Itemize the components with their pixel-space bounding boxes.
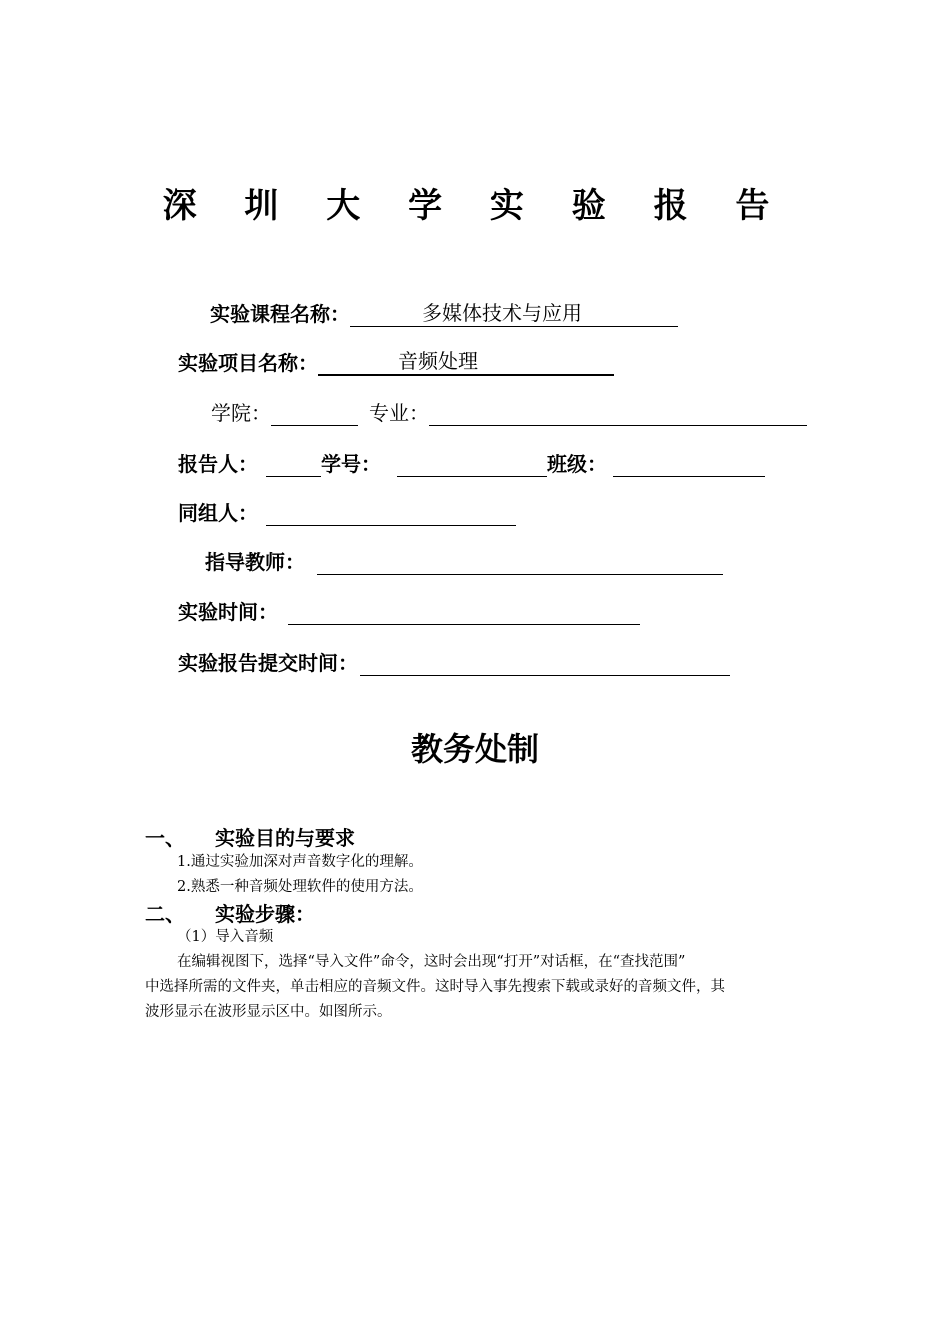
student-id-blank [397, 450, 547, 477]
submit-time-row [178, 647, 730, 676]
project-name-value: 音频处理 [398, 349, 478, 373]
paragraph-line-1: 在编辑视图下，选择“导入文件”命令，这时会出现“打开”对话框，在“查找范围” [177, 954, 686, 970]
section-2-number: 二、 [145, 902, 185, 926]
paragraph-line-3: 波形显示在波形显示区中。如图所示。 [145, 1004, 392, 1020]
reporter-label: 报告人： [178, 452, 258, 476]
section-1-heading [145, 822, 355, 851]
major-label: 专业： [368, 401, 429, 425]
report-title: 深 圳 大 学 实 验 报 告 [162, 186, 788, 226]
reporter-blank [266, 450, 321, 477]
section-1-number: 一、 [145, 826, 185, 850]
section-2-step: （1）导入音频 [177, 929, 274, 945]
teacher-row [205, 546, 723, 575]
submit-time-label: 实验报告提交时间： [178, 651, 358, 675]
college-blank [271, 399, 358, 426]
time-row [178, 596, 640, 625]
teacher-blank [317, 548, 723, 575]
student-id-label: 学号： [321, 452, 381, 476]
paragraph-line-2: 中选择所需的文件夹，单击相应的音频文件。这时导入事先搜索下载或录好的音频文件，其 [145, 979, 725, 995]
project-name-label: 实验项目名称： [178, 351, 318, 375]
teacher-label: 指导教师： [205, 550, 305, 574]
project-name-row [178, 347, 614, 376]
course-name-blank [350, 300, 678, 327]
reporter-row [178, 448, 765, 477]
section-1-item-1: 1.通过实验加深对声音数字化的理解。 [177, 854, 423, 870]
group-blank [266, 499, 516, 526]
college-label: 学院： [211, 401, 271, 425]
college-major-row [211, 397, 807, 426]
course-name-row [210, 298, 678, 327]
group-row [178, 497, 516, 526]
major-blank [429, 399, 807, 426]
section-2-heading [145, 898, 315, 927]
time-label: 实验时间： [178, 600, 278, 624]
time-blank [288, 598, 640, 625]
group-label: 同组人： [178, 501, 258, 525]
office-label: 教务处制 [410, 730, 539, 768]
submit-time-blank [360, 649, 730, 676]
class-blank [613, 450, 765, 477]
course-name-value: 多媒体技术与应用 [422, 301, 582, 325]
class-label: 班级： [547, 452, 607, 476]
course-name-label: 实验课程名称： [210, 302, 350, 326]
section-2-title: 实验步骤： [215, 902, 315, 926]
section-1-item-2: 2.熟悉一种音频处理软件的使用方法。 [177, 879, 423, 895]
project-name-blank [318, 348, 614, 376]
section-1-title: 实验目的与要求 [215, 826, 355, 850]
